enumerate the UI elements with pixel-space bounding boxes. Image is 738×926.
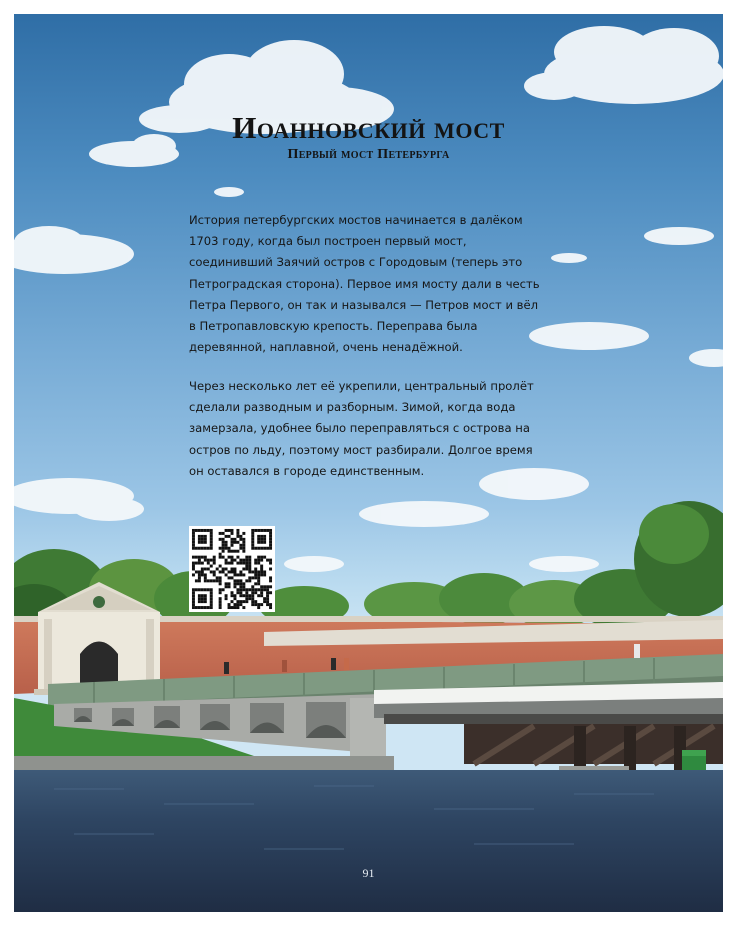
book-page [14, 14, 723, 912]
emblem-icon [93, 596, 105, 608]
page-number: 91 [362, 866, 375, 880]
river-water [14, 770, 723, 912]
paragraph-1: История петербургских мостов начинается в далёком 1703 году, когда был построен первый мост, соединивший Заячий остров с Городовым (теперь это Петроградская сторона). Первое имя мосту дали в честь Петра Первого, он так и назывался — Петров мост и вёл в Петропавловскую крепость. Переправа была деревянной, наплавной, очень ненадёжной. [189, 213, 540, 355]
page-title: Иоанновский мост [232, 110, 505, 145]
page-subtitle: Первый мост Петербурга [287, 147, 450, 162]
embankment [14, 756, 394, 770]
qr-code-icon[interactable] [189, 526, 275, 612]
paragraph-2: Через несколько лет её укрепили, центральный пролёт сделали разводным и разборным. Зимой, когда вода замерзала, удобнее было переправляться с острова на остров по льду, поэтому мост разбирали. Долгое время он оставался в городе единственным. [189, 379, 534, 478]
qr-code-pattern [189, 526, 275, 612]
